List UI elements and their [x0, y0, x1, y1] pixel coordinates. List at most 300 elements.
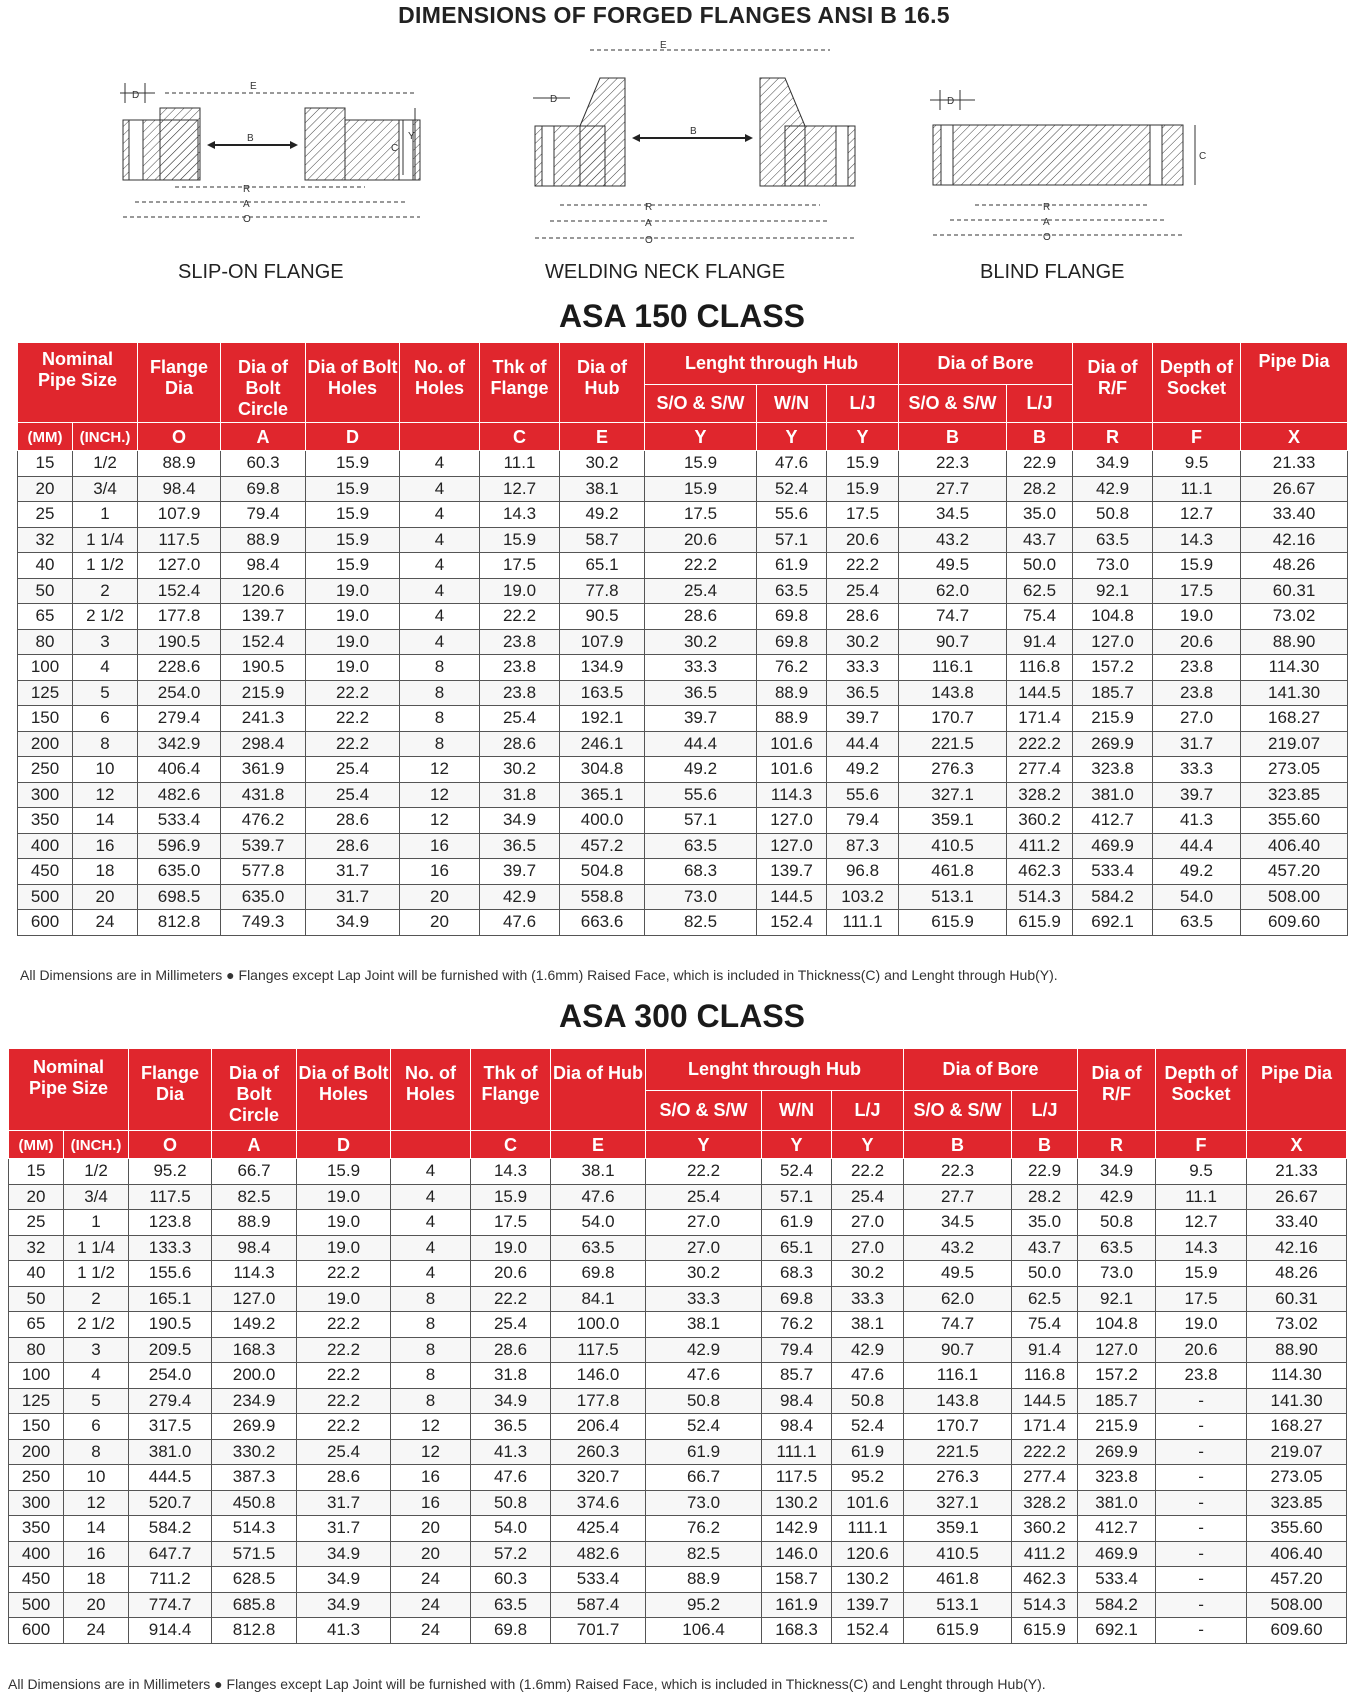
table-cell: 22.9: [1007, 451, 1073, 477]
header-so-sw: S/O & S/W: [645, 385, 757, 423]
header-depth-socket: Depth of Socket: [1153, 343, 1241, 423]
table-cell: 200: [18, 731, 73, 757]
table-cell: 114.3: [212, 1261, 297, 1287]
table-row: [9, 1516, 1347, 1542]
table-cell: -: [1156, 1439, 1247, 1465]
table-cell: 3/4: [64, 1184, 129, 1210]
table-cell: 327.1: [904, 1490, 1012, 1516]
table-cell: 77.8: [560, 578, 645, 604]
symbol-b-so: B: [899, 423, 1007, 451]
table-cell: 8: [391, 1363, 471, 1389]
table-cell: 28.6: [306, 808, 400, 834]
table-cell: 38.1: [832, 1312, 904, 1338]
table-cell: 163.5: [560, 680, 645, 706]
table-cell: 14.3: [480, 502, 560, 528]
table-cell: 3: [73, 629, 138, 655]
table-cell: 2 1/2: [64, 1312, 129, 1338]
table-cell: 200: [9, 1439, 64, 1465]
symbol-y-lj: Y: [832, 1131, 904, 1159]
table-cell: 39.7: [645, 706, 757, 732]
table-cell: 25: [9, 1210, 64, 1236]
table-cell: 144.5: [1012, 1388, 1078, 1414]
table-cell: 15.9: [645, 451, 757, 477]
table-cell: 107.9: [560, 629, 645, 655]
table-cell: 73.0: [645, 884, 757, 910]
table-cell: 4: [391, 1184, 471, 1210]
table-cell: 82.5: [645, 910, 757, 936]
table-cell: 20.6: [645, 527, 757, 553]
table-cell: 90.7: [904, 1337, 1012, 1363]
table-cell: 304.8: [560, 757, 645, 783]
table-cell: 39.7: [1153, 782, 1241, 808]
table-cell: 4: [400, 451, 480, 477]
table-cell: 241.3: [221, 706, 306, 732]
table-cell: 17.5: [1153, 578, 1241, 604]
table-cell: 41.3: [297, 1618, 391, 1644]
table-cell: 12: [64, 1490, 129, 1516]
table-cell: 444.5: [129, 1465, 212, 1491]
table-cell: 95.2: [129, 1159, 212, 1185]
table-cell: 117.5: [762, 1465, 832, 1491]
table-cell: 2: [64, 1286, 129, 1312]
table-cell: 177.8: [138, 604, 221, 630]
table-cell: 90.5: [560, 604, 645, 630]
table-cell: 425.4: [551, 1516, 646, 1542]
table-cell: 28.6: [297, 1465, 391, 1491]
table-cell: 11.1: [480, 451, 560, 477]
table-cell: 63.5: [645, 833, 757, 859]
class150-title: ASA 150 CLASS: [559, 298, 805, 334]
table-cell: 65: [18, 604, 73, 630]
table-cell: 500: [9, 1592, 64, 1618]
table-cell: 15.9: [480, 527, 560, 553]
symbol-f: F: [1156, 1131, 1247, 1159]
table-cell: 635.0: [221, 884, 306, 910]
table-cell: 92.1: [1073, 578, 1153, 604]
table-cell: 30.2: [646, 1261, 762, 1287]
table-cell: 14: [73, 808, 138, 834]
table-cell: 33.3: [832, 1286, 904, 1312]
table-cell: 12.7: [1156, 1210, 1247, 1236]
table-cell: 43.7: [1007, 527, 1073, 553]
table-cell: 539.7: [221, 833, 306, 859]
table-cell: 104.8: [1078, 1312, 1156, 1338]
table-cell: 25.4: [297, 1439, 391, 1465]
header-so-sw: S/O & S/W: [646, 1091, 762, 1131]
table-cell: 168.3: [762, 1618, 832, 1644]
table-cell: 49.5: [899, 553, 1007, 579]
symbol-b-lj: B: [1007, 423, 1073, 451]
table-cell: 34.9: [297, 1541, 391, 1567]
table-cell: 359.1: [904, 1516, 1012, 1542]
table-cell: 62.5: [1012, 1286, 1078, 1312]
table-cell: 221.5: [899, 731, 1007, 757]
table-cell: 19.0: [1153, 604, 1241, 630]
table-cell: 28.6: [827, 604, 899, 630]
table-cell: 914.4: [129, 1618, 212, 1644]
table-cell: 69.8: [471, 1618, 551, 1644]
symbol-r: R: [1073, 423, 1153, 451]
table-cell: 47.6: [471, 1465, 551, 1491]
table-cell: 279.4: [138, 706, 221, 732]
table-cell: 117.5: [138, 527, 221, 553]
table-cell: 1 1/4: [73, 527, 138, 553]
table-cell: 5: [64, 1388, 129, 1414]
table-cell: 22.2: [306, 731, 400, 757]
table-cell: 25.4: [471, 1312, 551, 1338]
table-cell: 192.1: [560, 706, 645, 732]
svg-text:C: C: [1199, 151, 1207, 162]
table-cell: 323.8: [1078, 1465, 1156, 1491]
table-cell: 47.6: [832, 1363, 904, 1389]
table-cell: 12: [73, 782, 138, 808]
table-cell: 125: [18, 680, 73, 706]
table-cell: 774.7: [129, 1592, 212, 1618]
table-cell: 221.5: [904, 1439, 1012, 1465]
table-cell: 1/2: [73, 451, 138, 477]
table-row: [18, 553, 1348, 579]
table-cell: 185.7: [1078, 1388, 1156, 1414]
header-bore-so-sw: S/O & S/W: [904, 1091, 1012, 1131]
table-cell: 387.3: [212, 1465, 297, 1491]
table-cell: 62.5: [1007, 578, 1073, 604]
table-cell: 114.3: [757, 782, 827, 808]
table-cell: 47.6: [551, 1184, 646, 1210]
table-cell: 330.2: [212, 1439, 297, 1465]
table-cell: 749.3: [221, 910, 306, 936]
table-cell: 22.3: [899, 451, 1007, 477]
table-cell: 20.6: [827, 527, 899, 553]
table-cell: 30.2: [480, 757, 560, 783]
table-cell: 63.5: [551, 1235, 646, 1261]
table-cell: 127.0: [757, 808, 827, 834]
table-cell: 25.4: [646, 1184, 762, 1210]
table-cell: 69.8: [762, 1286, 832, 1312]
table-cell: 49.2: [1153, 859, 1241, 885]
table-cell: 412.7: [1073, 808, 1153, 834]
table-cell: 22.2: [306, 680, 400, 706]
table-cell: 88.90: [1247, 1337, 1347, 1363]
table-cell: 14.3: [1153, 527, 1241, 553]
table-cell: 8: [391, 1388, 471, 1414]
slip-on-flange-drawing: [115, 75, 425, 255]
table-cell: 190.5: [138, 629, 221, 655]
table-cell: 47.6: [646, 1363, 762, 1389]
table-cell: 98.4: [221, 553, 306, 579]
table-cell: 88.90: [1241, 629, 1348, 655]
header-length-through-hub: Lenght through Hub: [646, 1049, 904, 1091]
table-cell: 42.16: [1247, 1235, 1347, 1261]
table-cell: 317.5: [129, 1414, 212, 1440]
table-cell: 165.1: [129, 1286, 212, 1312]
table-cell: 24: [391, 1567, 471, 1593]
table-cell: 177.8: [551, 1388, 646, 1414]
svg-text:D: D: [550, 94, 558, 105]
header-no-holes: No. of Holes: [400, 343, 480, 423]
table-cell: 461.8: [904, 1567, 1012, 1593]
table-cell: 22.9: [1012, 1159, 1078, 1185]
table-cell: 55.6: [827, 782, 899, 808]
table-cell: 215.9: [1078, 1414, 1156, 1440]
table-cell: 30.2: [827, 629, 899, 655]
table-row: [9, 1618, 1347, 1644]
table-cell: 116.8: [1007, 655, 1073, 681]
table-cell: 350: [18, 808, 73, 834]
table-cell: 520.7: [129, 1490, 212, 1516]
table-cell: 273.05: [1247, 1465, 1347, 1491]
table-cell: 73.0: [1078, 1261, 1156, 1287]
table-cell: 558.8: [560, 884, 645, 910]
table-cell: 615.9: [1007, 910, 1073, 936]
table-cell: 31.7: [297, 1516, 391, 1542]
table-cell: 30.2: [560, 451, 645, 477]
class150-note: All Dimensions are in Millimeters ● Flanges except Lap Joint will be furnished with (1.6mm) Raised Face, which is included in Thickness(C) and Lenght through Hub(Y).: [20, 967, 1058, 983]
table-cell: 22.2: [297, 1337, 391, 1363]
table-cell: 27.0: [832, 1235, 904, 1261]
table-cell: 24: [73, 910, 138, 936]
table-cell: 42.16: [1241, 527, 1348, 553]
table-cell: 190.5: [221, 655, 306, 681]
table-cell: 300: [9, 1490, 64, 1516]
table-cell: 15.9: [1156, 1261, 1247, 1287]
table-cell: 246.1: [560, 731, 645, 757]
table-row: [18, 731, 1348, 757]
table-cell: 692.1: [1073, 910, 1153, 936]
table-cell: 276.3: [899, 757, 1007, 783]
table-cell: 8: [400, 731, 480, 757]
table-cell: 55.6: [757, 502, 827, 528]
header-lj: L/J: [832, 1091, 904, 1131]
table-row: [9, 1159, 1347, 1185]
svg-text:R: R: [243, 184, 251, 195]
table-cell: 25.4: [827, 578, 899, 604]
table-row: [18, 629, 1348, 655]
table-cell: 55.6: [645, 782, 757, 808]
table-cell: 125: [9, 1388, 64, 1414]
table-cell: 19.0: [297, 1184, 391, 1210]
table-cell: 62.0: [899, 578, 1007, 604]
table-cell: 22.2: [297, 1261, 391, 1287]
table-cell: 123.8: [129, 1210, 212, 1236]
table-cell: 3/4: [73, 476, 138, 502]
table-cell: 31.7: [306, 859, 400, 885]
table-cell: 39.7: [827, 706, 899, 732]
table-cell: 100: [9, 1363, 64, 1389]
table-cell: 43.7: [1012, 1235, 1078, 1261]
table-cell: 101.6: [832, 1490, 904, 1516]
table-cell: 100.0: [551, 1312, 646, 1338]
table-cell: 50.8: [471, 1490, 551, 1516]
table-cell: 65.1: [762, 1235, 832, 1261]
table-cell: 146.0: [762, 1541, 832, 1567]
class300-note: All Dimensions are in Millimeters ● Flanges except Lap Joint will be furnished with (1.6mm) Raised Face, which is included in Thickness(C) and Lenght through Hub(Y).: [8, 1676, 1046, 1692]
table-cell: 75.4: [1007, 604, 1073, 630]
table-cell: 234.9: [212, 1388, 297, 1414]
table-cell: 74.7: [904, 1312, 1012, 1338]
table-cell: 33.40: [1247, 1210, 1347, 1236]
table-cell: 34.5: [904, 1210, 1012, 1236]
table-cell: 60.3: [221, 451, 306, 477]
table-cell: 16: [400, 859, 480, 885]
table-cell: 17.5: [1156, 1286, 1247, 1312]
table-cell: 269.9: [1078, 1439, 1156, 1465]
table-cell: 11.1: [1156, 1184, 1247, 1210]
blind-flange-label: BLIND FLANGE: [980, 261, 1125, 283]
table-cell: 35.0: [1007, 502, 1073, 528]
table-cell: 4: [400, 476, 480, 502]
table-cell: 711.2: [129, 1567, 212, 1593]
table-cell: 27.7: [904, 1184, 1012, 1210]
table-cell: 116.8: [1012, 1363, 1078, 1389]
table-cell: 20: [18, 476, 73, 502]
header-nominal-pipe-size: Nominal Pipe Size: [18, 343, 138, 423]
table-row: [9, 1286, 1347, 1312]
table-row: [18, 808, 1348, 834]
table-cell: 76.2: [762, 1312, 832, 1338]
table-cell: 685.8: [212, 1592, 297, 1618]
table-cell: 152.4: [138, 578, 221, 604]
table-cell: 4: [400, 629, 480, 655]
table-cell: 57.1: [757, 527, 827, 553]
table-cell: 95.2: [646, 1592, 762, 1618]
symbol-y-wn: Y: [762, 1131, 832, 1159]
table-row: [9, 1337, 1347, 1363]
table-cell: 134.9: [560, 655, 645, 681]
svg-text:E: E: [660, 40, 667, 51]
table-cell: 76.2: [757, 655, 827, 681]
table-cell: 50.8: [832, 1388, 904, 1414]
table-cell: 88.9: [221, 527, 306, 553]
table-cell: 24: [64, 1618, 129, 1644]
table-cell: 36.5: [827, 680, 899, 706]
table-cell: 8: [64, 1439, 129, 1465]
table-cell: 450: [9, 1567, 64, 1593]
table-cell: 584.2: [1078, 1592, 1156, 1618]
table-cell: -: [1156, 1618, 1247, 1644]
table-cell: 52.4: [762, 1159, 832, 1185]
table-cell: 47.6: [480, 910, 560, 936]
table-cell: 28.2: [1007, 476, 1073, 502]
table-cell: 12: [391, 1439, 471, 1465]
table-cell: 15.9: [471, 1184, 551, 1210]
table-cell: 23.8: [1156, 1363, 1247, 1389]
table-cell: 85.7: [762, 1363, 832, 1389]
table-cell: 117.5: [129, 1184, 212, 1210]
table-cell: 6: [73, 706, 138, 732]
table-cell: 600: [9, 1618, 64, 1644]
header-dia-bore: Dia of Bore: [904, 1049, 1078, 1091]
table-cell: 149.2: [212, 1312, 297, 1338]
symbol-y-so: Y: [646, 1131, 762, 1159]
table-cell: 30.2: [645, 629, 757, 655]
table-cell: 4: [391, 1210, 471, 1236]
table-cell: 514.3: [212, 1516, 297, 1542]
svg-text:B: B: [247, 133, 254, 144]
table-cell: 22.2: [646, 1159, 762, 1185]
table-cell: 16: [391, 1465, 471, 1491]
table-cell: 111.1: [827, 910, 899, 936]
table-cell: 9.5: [1153, 451, 1241, 477]
table-cell: 533.4: [138, 808, 221, 834]
table-cell: 22.2: [827, 553, 899, 579]
welding-neck-flange-drawing: [530, 38, 860, 253]
table-cell: 4: [400, 502, 480, 528]
table-cell: 350: [9, 1516, 64, 1542]
table-row: [9, 1465, 1347, 1491]
table-cell: 54.0: [471, 1516, 551, 1542]
table-row: [18, 578, 1348, 604]
table-cell: 28.2: [1012, 1184, 1078, 1210]
table-cell: 61.9: [646, 1439, 762, 1465]
table-cell: 5: [73, 680, 138, 706]
symbol-o: O: [138, 423, 221, 451]
table-cell: 104.8: [1073, 604, 1153, 630]
table-cell: 587.4: [551, 1592, 646, 1618]
table-row: [9, 1567, 1347, 1593]
table-cell: 24: [391, 1618, 471, 1644]
table-cell: 69.8: [551, 1261, 646, 1287]
header-inch: (INCH.): [64, 1131, 129, 1159]
table-cell: 27.0: [1153, 706, 1241, 732]
table-row: [18, 476, 1348, 502]
table-cell: -: [1156, 1541, 1247, 1567]
table-cell: 111.1: [832, 1516, 904, 1542]
header-no-holes: No. of Holes: [391, 1049, 471, 1131]
table-cell: 143.8: [899, 680, 1007, 706]
table-cell: 698.5: [138, 884, 221, 910]
table-cell: 663.6: [560, 910, 645, 936]
table-cell: 1 1/4: [64, 1235, 129, 1261]
table-cell: 25.4: [480, 706, 560, 732]
class150-table-body: [18, 451, 1348, 936]
svg-text:R: R: [645, 202, 653, 213]
table-cell: 14: [64, 1516, 129, 1542]
table-cell: 31.7: [306, 884, 400, 910]
table-cell: 2: [73, 578, 138, 604]
table-cell: 16: [400, 833, 480, 859]
table-cell: 117.5: [551, 1337, 646, 1363]
table-cell: 12: [400, 782, 480, 808]
symbol-y-lj: Y: [827, 423, 899, 451]
table-cell: 20.6: [471, 1261, 551, 1287]
table-cell: 504.8: [560, 859, 645, 885]
table-cell: 27.0: [646, 1235, 762, 1261]
table-cell: 66.7: [646, 1465, 762, 1491]
table-cell: 19.0: [306, 629, 400, 655]
table-cell: 1 1/2: [73, 553, 138, 579]
table-cell: 152.4: [221, 629, 306, 655]
header-bolt-holes: Dia of Bolt Holes: [297, 1049, 391, 1131]
table-cell: 40: [18, 553, 73, 579]
table-cell: 254.0: [138, 680, 221, 706]
table-cell: 33.3: [646, 1286, 762, 1312]
table-cell: 130.2: [832, 1567, 904, 1593]
table-cell: 469.9: [1073, 833, 1153, 859]
table-cell: 692.1: [1078, 1618, 1156, 1644]
table-cell: 40: [9, 1261, 64, 1287]
table-cell: 101.6: [757, 731, 827, 757]
table-cell: 457.20: [1241, 859, 1348, 885]
table-cell: 410.5: [899, 833, 1007, 859]
table-cell: 80: [9, 1337, 64, 1363]
table-cell: 381.0: [1078, 1490, 1156, 1516]
table-cell: 20: [391, 1541, 471, 1567]
table-cell: 12: [391, 1414, 471, 1440]
table-cell: 8: [391, 1312, 471, 1338]
table-cell: 328.2: [1007, 782, 1073, 808]
symbol-x: X: [1247, 1131, 1347, 1159]
table-row: [18, 706, 1348, 732]
